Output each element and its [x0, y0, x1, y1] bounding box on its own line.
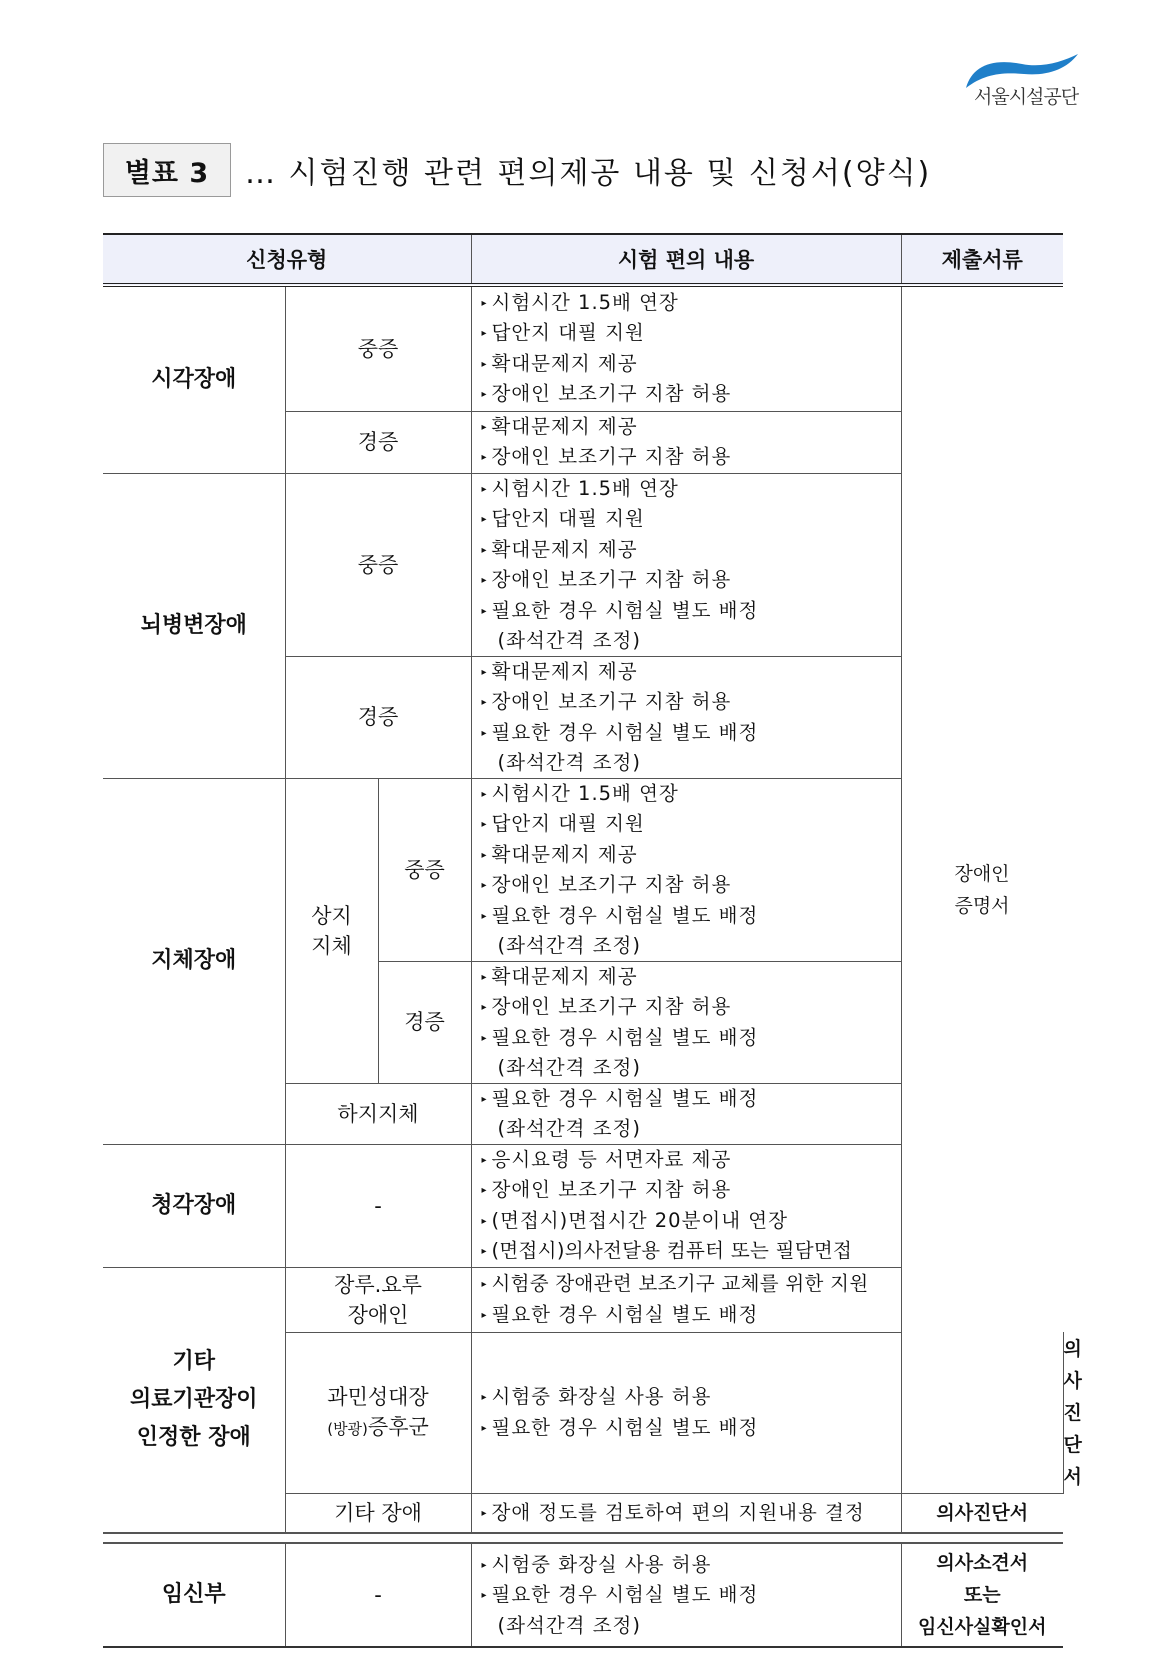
bullet-icon: ▸	[481, 1154, 488, 1166]
severity-severe: 중증	[378, 778, 471, 961]
subtype-dash: -	[285, 1144, 471, 1267]
table-row	[103, 1543, 1063, 1647]
bullet-icon: ▸	[481, 1507, 488, 1519]
bullet-icon: ▸	[481, 1279, 487, 1290]
bullet-icon: ▸	[481, 1185, 488, 1196]
bullet-icon: ▸	[481, 389, 488, 401]
bullet-icon: ▸	[481, 358, 488, 370]
bullet-icon: ▸	[481, 1093, 488, 1105]
items-ostomy: ▸ 시험중 장애관련 보조기구 교체를 위한 지원 ▸ 필요한 경우 시험실 별도 배정	[471, 1267, 901, 1332]
category-vision: 시각장애	[103, 285, 285, 473]
table-header-row	[103, 234, 1063, 285]
category-brain: 뇌병변장애	[103, 473, 285, 778]
bullet-icon: ▸	[481, 1590, 488, 1602]
subtype-other-disability: 기타 장애	[285, 1493, 471, 1533]
bullet-icon: ▸	[481, 1309, 488, 1321]
bullet-icon: ▸	[481, 297, 488, 309]
bullet-icon: ▸	[481, 1392, 488, 1403]
page-title	[103, 142, 931, 198]
bullet-icon: ▸	[481, 514, 488, 525]
bullet-icon: ▸	[481, 819, 488, 830]
bullet-icon: ▸	[481, 1422, 488, 1434]
severity-mild: 경증	[285, 411, 471, 473]
logo-text: 서울시설공단	[974, 86, 1079, 108]
category-limb: 지체장애	[103, 778, 285, 1144]
items-vision-mild: ▸ 확대문제지 제공 ▸ 장애인 보조기구 지참 허용	[471, 411, 901, 473]
items-limb-mild: ▸ 확대문제지 제공 ▸ 장애인 보조기구 지참 허용 ▸ 필요한 경우 시험실 별도 배정 (좌석간격 조정)	[471, 961, 901, 1083]
bullet-icon: ▸	[481, 697, 488, 708]
subtype-bladder: 과민성대장 (방광)증후군	[285, 1332, 471, 1493]
upper-limb: 상지 지체	[285, 778, 378, 1083]
bullet-icon: ▸	[481, 849, 488, 861]
bullet-icon: ▸	[481, 880, 488, 891]
bullet-icon: ▸	[481, 727, 488, 739]
bullet-icon: ▸	[481, 910, 488, 922]
items-vision-severe: ▸ 시험시간 1.5배 연장 ▸ 답안지 대필 지원 ▸ 확대문제지 제공 ▸ 장애인 보조기구 지참 허용	[471, 285, 901, 411]
bullet-icon: ▸	[481, 1215, 488, 1227]
bullet-icon: ▸	[481, 544, 488, 556]
header-accommodation: 시험 편의 내용	[471, 234, 901, 285]
items-pregnant: ▸ 시험중 화장실 사용 허용 ▸ 필요한 경우 시험실 별도 배정 (좌석간격 조정)	[471, 1543, 901, 1647]
items-other-disability: ▸ 장애 정도를 검토하여 편의 지원내용 결정	[471, 1493, 901, 1533]
bullet-icon: ▸	[481, 788, 488, 800]
items-bladder: ▸ 시험중 화장실 사용 허용 ▸ 필요한 경우 시험실 별도 배정	[471, 1332, 901, 1493]
bullet-icon: ▸	[481, 421, 488, 433]
items-brain-severe: ▸ 시험시간 1.5배 연장 ▸ 답안지 대필 지원 ▸ 확대문제지 제공 ▸ 장애인 보조기구 지참 허용 ▸ 필요한 경우 시험실 별도 배정 (좌석간격 조정)	[471, 473, 901, 656]
bullet-icon: ▸	[481, 483, 488, 495]
bullet-icon: ▸	[481, 666, 488, 678]
header-application-type: 신청유형	[103, 234, 471, 285]
severity-severe: 중증	[285, 473, 471, 656]
subtype-dash: -	[285, 1543, 471, 1647]
category-pregnant: 임신부	[103, 1543, 285, 1647]
seoul-facilities-logo	[962, 52, 1082, 116]
bullet-icon: ▸	[481, 971, 488, 983]
bullet-icon: ▸	[481, 575, 488, 586]
table-row: 과민성대장 (방광)증후군 ▸ 시험중 화장실 사용 허용 ▸ 필요한 경우 시험실 별도 배정 의사진단서	[103, 1332, 1063, 1493]
bullet-icon: ▸	[481, 328, 488, 340]
appendix-badge: 별표 3	[103, 143, 231, 197]
title-text: … 시험진행 관련 편의제공 내용 및 신청서(양식)	[245, 156, 932, 191]
accommodation-table	[103, 233, 1082, 1648]
severity-severe: 중증	[285, 285, 471, 411]
subtype-ostomy: 장루.요루 장애인	[285, 1267, 471, 1332]
doc-disability-certificate: 장애인 증명서	[901, 285, 1063, 1493]
bullet-icon: ▸	[481, 605, 488, 617]
table-row	[103, 285, 1063, 411]
category-hearing: 청각장애	[103, 1144, 285, 1267]
items-hearing: ▸ 응시요령 등 서면자료 제공 ▸ 장애인 보조기구 지참 허용 ▸ (면접시)면접시간 20분이내 연장 ▸ (면접시)의사전달용 컴퓨터 또는 필담면접	[471, 1144, 901, 1267]
items-limb-severe: ▸ 시험시간 1.5배 연장 ▸ 답안지 대필 지원 ▸ 확대문제지 제공 ▸ 장애인 보조기구 지참 허용 ▸ 필요한 경우 시험실 별도 배정 (좌석간격 조정)	[471, 778, 901, 961]
bullet-icon: ▸	[481, 1559, 488, 1571]
items-lower-limb: ▸ 필요한 경우 시험실 별도 배정 (좌석간격 조정)	[471, 1083, 901, 1144]
severity-mild: 경증	[285, 656, 471, 778]
severity-mild: 경증	[378, 961, 471, 1083]
lower-limb: 하지지체	[285, 1083, 471, 1144]
bullet-icon: ▸	[481, 1032, 488, 1044]
category-other: 기타 의료기관장이 인정한 장애	[103, 1267, 285, 1533]
doc-diagnosis-2: 의사진단서	[901, 1493, 1063, 1533]
bullet-icon: ▸	[481, 1002, 488, 1013]
section-divider	[103, 1533, 1063, 1543]
bullet-icon: ▸	[481, 1246, 487, 1257]
header-documents: 제출서류	[901, 234, 1063, 285]
doc-pregnant: 의사소견서 또는 임신사실확인서	[901, 1543, 1063, 1647]
items-brain-mild: ▸ 확대문제지 제공 ▸ 장애인 보조기구 지참 허용 ▸ 필요한 경우 시험실 별도 배정 (좌석간격 조정)	[471, 656, 901, 778]
bullet-icon: ▸	[481, 452, 488, 463]
